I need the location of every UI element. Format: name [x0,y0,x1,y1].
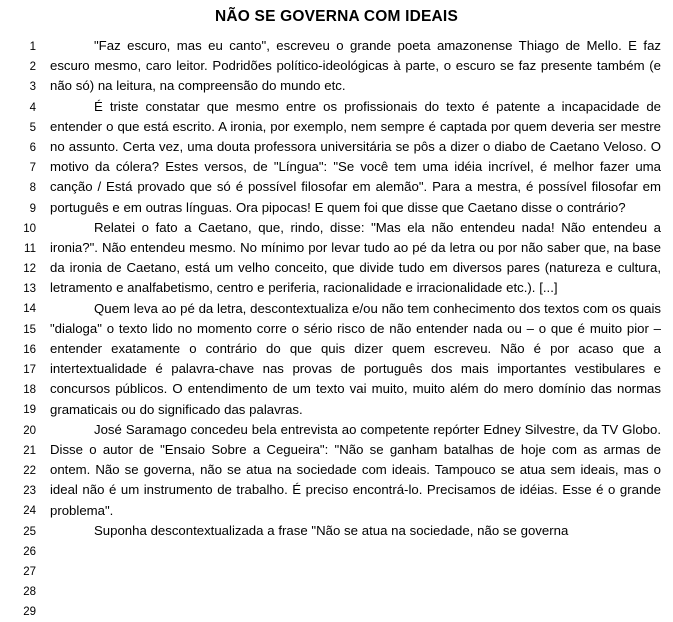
line-number: 13 [23,283,36,296]
line-number: 23 [23,485,36,498]
line-number: 25 [23,525,36,538]
line-number: 26 [23,545,36,558]
paragraph: Suponha descontextualizada a frase "Não se atua na sociedade, não se governa [94,522,569,538]
line-number-gutter [10,36,36,622]
line-number: 3 [29,81,36,94]
line-number: 18 [23,384,36,397]
line-number: 2 [29,61,36,74]
line-number: 9 [29,202,36,215]
paragraph: José Saramago concedeu bela entrevista ao competente repórter Edney Silvestre, da TV Globo. Disse o autor de "Ensaio Sobre a Cegueira": "Não se ganham batalhas de hoje com as armas de ontem. Não se governa, não se atua na sociedade com ideais. Tampouco se atua sem ideais, mas o ideal não é um instrumento de trabalho. É preciso encontrá-lo. Precisamos de idéias. Esse é o grande problema". [50,421,661,518]
line-number: 21 [23,444,36,457]
line-number: 8 [29,182,36,195]
line-number: 4 [29,101,36,114]
line-number: 19 [23,404,36,417]
paragraph: É triste constatar que mesmo entre os profissionais do texto é patente a incapacidade de entender o que está escrito. A ironia, por exemplo, nem sempre é captada por quem deveria ser mestre no assunto. Certa vez, uma douta professora universitária se pôs a dizer o diabo de Caetano Veloso. O motivo da cólera? Estes versos, de "Língua": "Se você tem uma idéia incrível, é melhor fazer uma canção / Está provado que só é possível filosofar em alemão". Para a mestra, é possível filosofar em português e em outras línguas. Ora pipocas! E quem foi que disse que Caetano disse o contrário? [50,98,661,215]
line-number: 24 [23,505,36,518]
line-number: 1 [29,41,36,53]
line-number: 17 [23,364,36,376]
line-number: 27 [23,565,36,578]
line-number: 12 [23,263,36,276]
line-number: 7 [29,162,36,175]
line-number: 10 [23,222,36,235]
line-number: 20 [23,424,36,437]
paragraph: "Faz escuro, mas eu canto", escreveu o grande poeta amazonense Thiago de Mello. E faz escuro mesmo, caro leitor. Podridões político-ideológicas à parte, o escuro se faz presente também (e não só) na leitura, na compreensão do mundo etc. [50,38,661,94]
line-number: 11 [24,242,36,255]
text-column [36,36,663,541]
line-number: 15 [23,323,36,336]
line-number: 22 [23,464,36,477]
line-number: 14 [23,303,36,316]
line-number: 16 [23,343,36,356]
line-number: 28 [23,586,36,599]
line-number: 5 [29,121,36,134]
paragraph: Relatei o fato a Caetano, que, rindo, disse: "Mas ela não entendeu nada! Não entendeu a ironia?". Não entendeu mesmo. No mínimo por levar tudo ao pé da letra ou por não saber que, na base da ironia de Caetano, está um velho conceito, que divide tudo em diversos pares (natureza e cultura, letramento e analfabetismo, centro e periferia, racionalidade e irracionalidade etc.). [...] [50,219,661,296]
page-title: NÃO SE GOVERNA COM IDEAIS [215,8,458,25]
line-number: 6 [29,141,36,154]
document-body [10,36,663,622]
line-number: 29 [23,606,36,619]
paragraph: Quem leva ao pé da letra, descontextualiza e/ou não tem conhecimento dos textos com os quais "dialoga" o texto lido no momento corre o sério risco de não entender nada ou – o que é muito pior – entender exatamente o contrário do que quis dizer quem escreveu. Não é por acaso que a intertextualidade é palavra-chave nas provas de português dos mais importantes vestibulares e concursos públicos. O entendimento de um texto vai muito, muito além do mero domínio das normas gramaticais ou do significado das palavras. [50,300,661,417]
